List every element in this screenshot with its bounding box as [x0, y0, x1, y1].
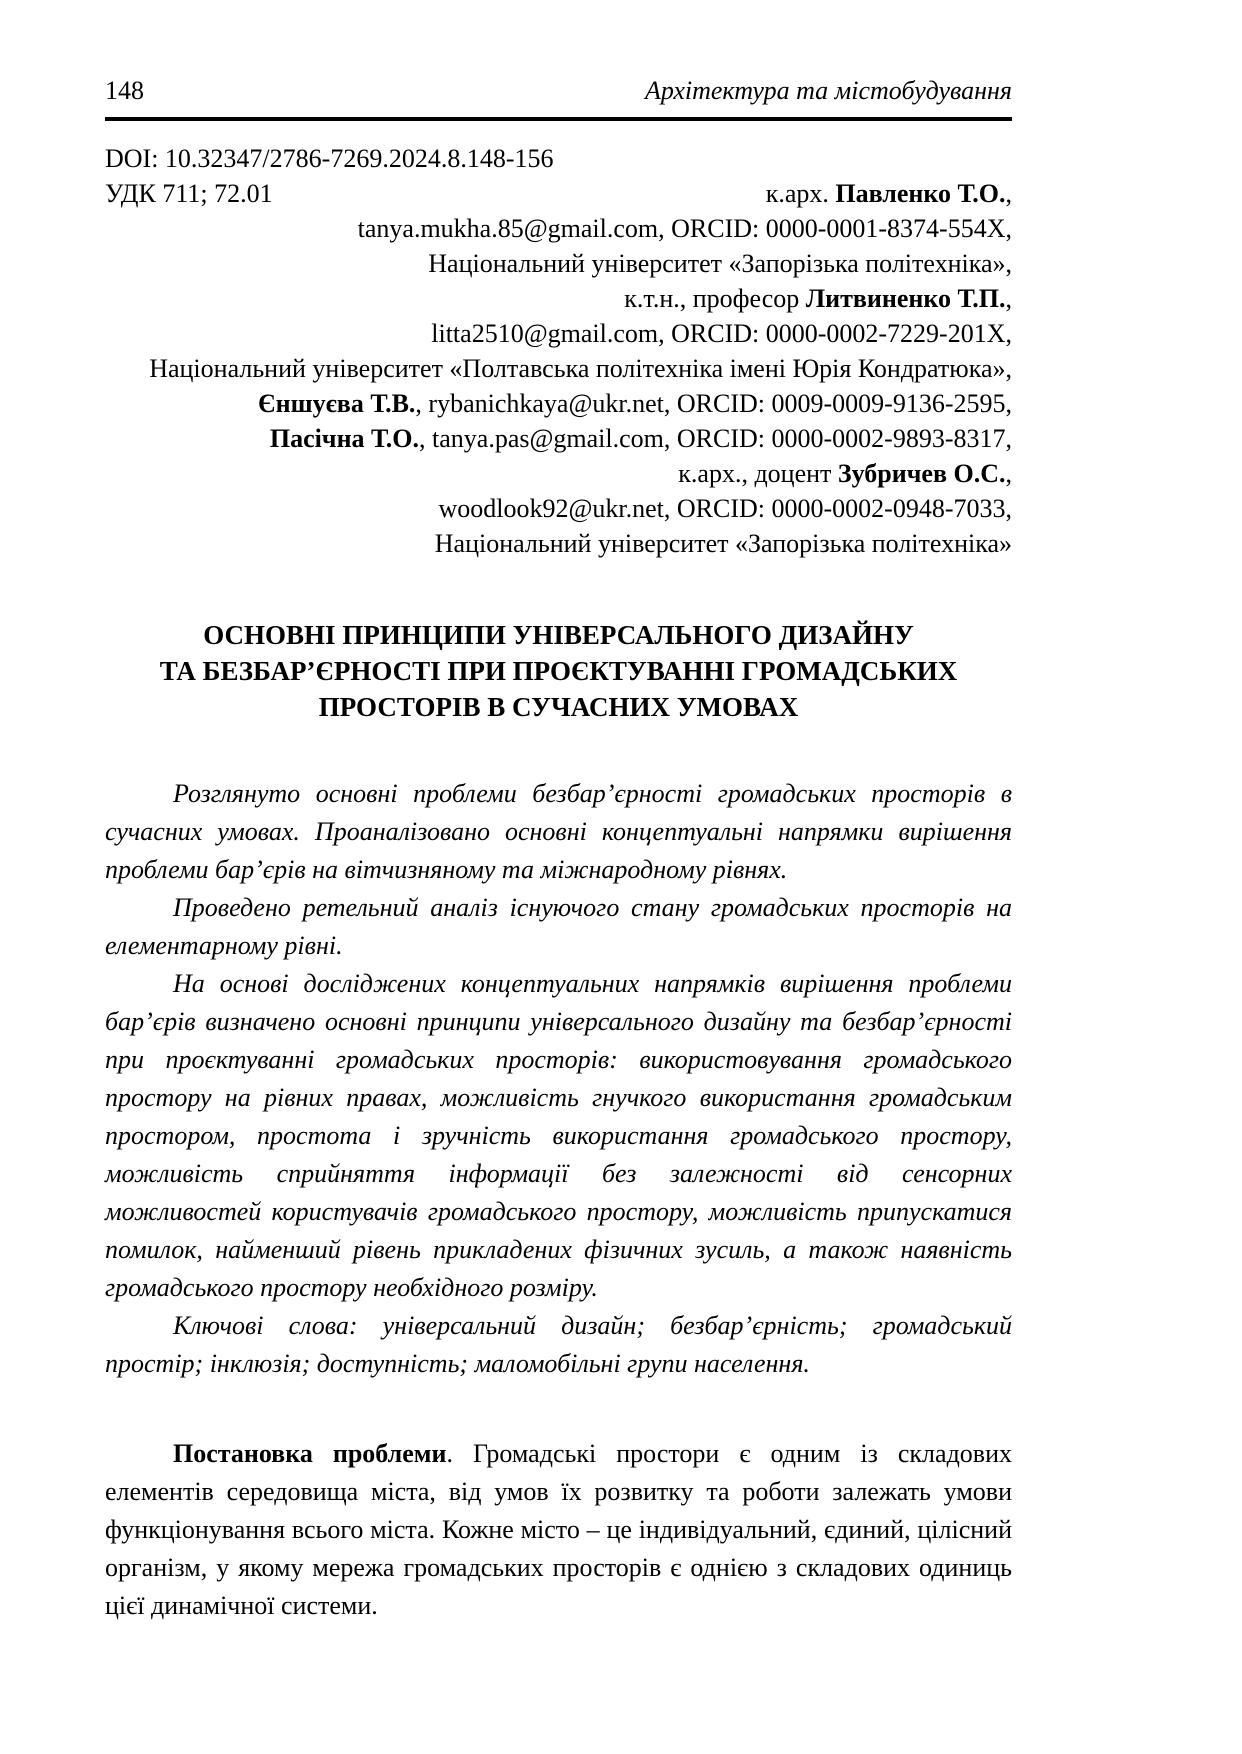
paragraph-text: . Громадські простори є одним із складових елементів середовища міста, від умов їх розвитку та роботи залежать умови функціонування всього міста. Кожне місто – це індивідуальний, єдиний, цілісний організм, у якому мережа громадських просторів є однією з складових одиниць цієї динамічної системи.	[105, 1439, 1012, 1620]
paper-title-line: ОСНОВНІ ПРИНЦИПИ УНІВЕРСАЛЬНОГО ДИЗАЙНУ	[203, 620, 914, 650]
paragraph-lead: Постановка проблеми	[173, 1439, 447, 1468]
page-header	[105, 75, 1012, 107]
keywords-paragraph: Ключові слова: універсальний дизайн; безбар’єрність; громадський простір; інклюзія; доступність; маломобільні групи населення.	[105, 1311, 1012, 1378]
author-line	[105, 386, 1012, 421]
author-line: tanya.mukha.85@gmail.com, ORCID: 0000-0001-8374-554X,	[357, 214, 1012, 243]
author-title: к.арх., доцент	[678, 459, 838, 488]
author-line	[105, 421, 1012, 456]
paper-title	[105, 617, 1012, 725]
author-line	[105, 456, 1012, 491]
header-rule	[105, 117, 1012, 121]
udc-line: УДК 711; 72.01	[105, 179, 273, 208]
abstract-paragraph: Проведено ретельний аналіз існуючого стану громадських просторів на елементарному рівні.	[105, 893, 1012, 960]
author-name: Єншуєва Т.В.	[258, 389, 416, 418]
author-separator: ,	[1005, 179, 1012, 208]
meta-block	[105, 141, 1012, 561]
body-paragraph	[105, 1435, 1012, 1625]
author-line	[105, 281, 1012, 316]
author-name: Литвиненко Т.П.	[805, 284, 1006, 313]
author-block	[105, 211, 1012, 561]
author-line: Національний університет «Запорізька політехніка»,	[428, 249, 1012, 278]
author-title: к.т.н., професор	[624, 284, 806, 313]
author-separator: ,	[1005, 459, 1012, 488]
udc-author-row	[105, 176, 1012, 211]
author-line: litta2510@gmail.com, ORCID: 0000-0002-7229-201X,	[431, 319, 1012, 348]
author-separator: ,	[1005, 284, 1012, 313]
author-line	[766, 176, 1012, 211]
paper-title-line: ТА БЕЗБАР’ЄРНОСТІ ПРИ ПРОЄКТУВАННІ ГРОМАДСЬКИХ	[159, 656, 958, 686]
abstract-paragraph: Розглянуто основні проблеми безбар’єрності громадських просторів в сучасних умовах. Проаналізовано основні концептуальні напрямки вирішення проблеми бар’єрів на вітчизняному та міжнародному рівнях.	[105, 779, 1012, 884]
author-title: к.арх.	[765, 179, 836, 208]
author-line: woodlook92@ukr.net, ORCID: 0000-0002-0948-7033,	[438, 494, 1012, 523]
author-contact: , rybanichkaya@ukr.net, ORCID: 0009-0009-9136-2595,	[415, 389, 1012, 418]
author-name: Зубричев О.С.	[837, 459, 1006, 488]
doi-line: DOI: 10.32347/2786-7269.2024.8.148-156	[105, 144, 554, 173]
abstract-section	[105, 775, 1012, 1383]
author-line: Національний університет «Запорізька політехніка»	[434, 529, 1012, 558]
author-name: Пасічна Т.О.	[269, 424, 420, 453]
page-number: 148	[105, 76, 144, 105]
journal-title: Архітектура та містобудування	[644, 76, 1012, 105]
author-name: Павленко Т.О.	[835, 179, 1006, 208]
body-section	[105, 1435, 1012, 1625]
paper-title-line: ПРОСТОРІВ В СУЧАСНИХ УМОВАХ	[318, 692, 799, 722]
abstract-paragraph: На основі досліджених концептуальних напрямків вирішення проблеми бар’єрів визначено основні принципи універсального дизайну та безбар’єрності при проєктуванні громадських просторів: використовування громадського простору на рівних правах, можливість гнучкого використання громадським простором, простота і зручність використання громадського простору, можливість сприйняття інформації без залежності від сенсорних можливостей користувачів громадського простору, можливість припускатися помилок, найменший рівень прикладених фізичних зусиль, а також наявність громадського простору необхідного розміру.	[105, 969, 1012, 1302]
author-line: Національний університет «Полтавська політехніка імені Юрія Кондратюка»,	[149, 354, 1012, 383]
author-contact: , tanya.pas@gmail.com, ORCID: 0000-0002-9893-8317,	[419, 424, 1012, 453]
